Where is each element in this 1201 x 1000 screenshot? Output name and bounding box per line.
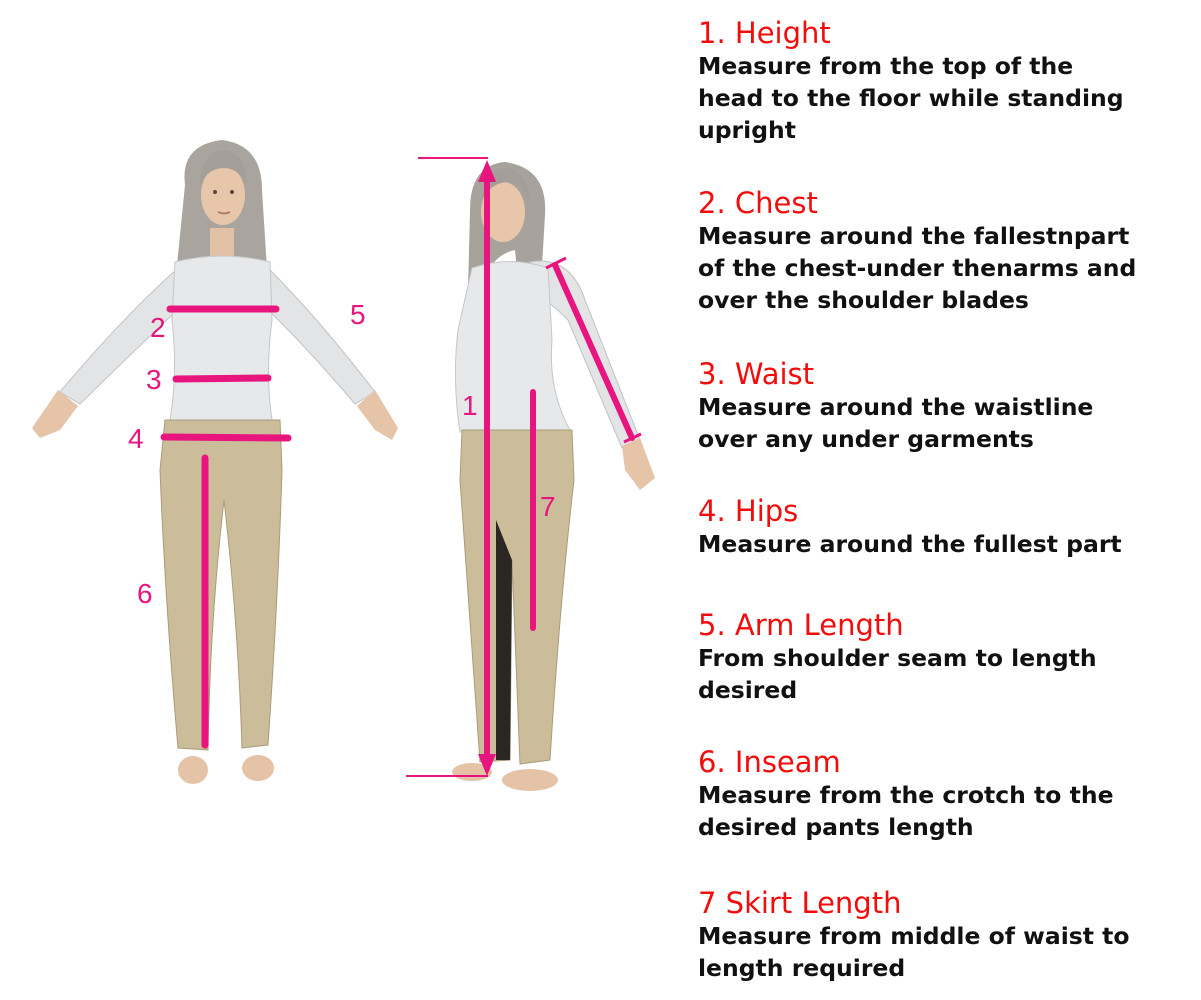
guide-item-hips	[698, 494, 1198, 560]
item-title: 7 Skirt Length	[698, 886, 902, 920]
hips-line	[164, 437, 288, 438]
side-figure	[406, 158, 655, 791]
guide-item-waist	[698, 357, 1198, 455]
item-title: 1. Height	[698, 16, 831, 50]
label-inseam: 6	[137, 578, 153, 609]
item-description: Measure from the crotch to the desired pants length	[698, 781, 1114, 841]
arm-length-line	[555, 265, 632, 438]
item-description: Measure around the fullest part	[698, 530, 1122, 558]
guide-item-skirt-length	[698, 886, 1198, 984]
guide-item-inseam	[698, 745, 1198, 843]
waist-line	[176, 378, 268, 379]
measurement-guide	[698, 0, 1198, 1000]
item-title: 4. Hips	[698, 494, 799, 528]
item-description: Measure around the waistline over any under garments	[698, 393, 1094, 453]
item-title: 6. Inseam	[698, 745, 841, 779]
label-skirt: 7	[540, 491, 556, 522]
label-height: 1	[462, 390, 478, 421]
guide-item-chest	[698, 186, 1198, 316]
guide-item-height	[698, 16, 1198, 146]
label-arm: 5	[350, 299, 366, 330]
item-title: 5. Arm Length	[698, 608, 904, 642]
guide-item-arm-length	[698, 608, 1198, 706]
label-waist: 3	[146, 364, 162, 395]
item-title: 2. Chest	[698, 186, 818, 220]
label-chest: 2	[150, 312, 166, 343]
item-description: Measure from middle of waist to length required	[698, 922, 1130, 982]
item-description: From shoulder seam to length desired	[698, 644, 1097, 704]
front-figure	[32, 140, 398, 784]
item-description: Measure around the fallestnpart of the chest-under thenarms and over the shoulder blades	[698, 222, 1137, 314]
item-title: 3. Waist	[698, 357, 815, 391]
label-hips: 4	[128, 423, 144, 454]
item-description: Measure from the top of the head to the floor while standing upright	[698, 52, 1124, 144]
